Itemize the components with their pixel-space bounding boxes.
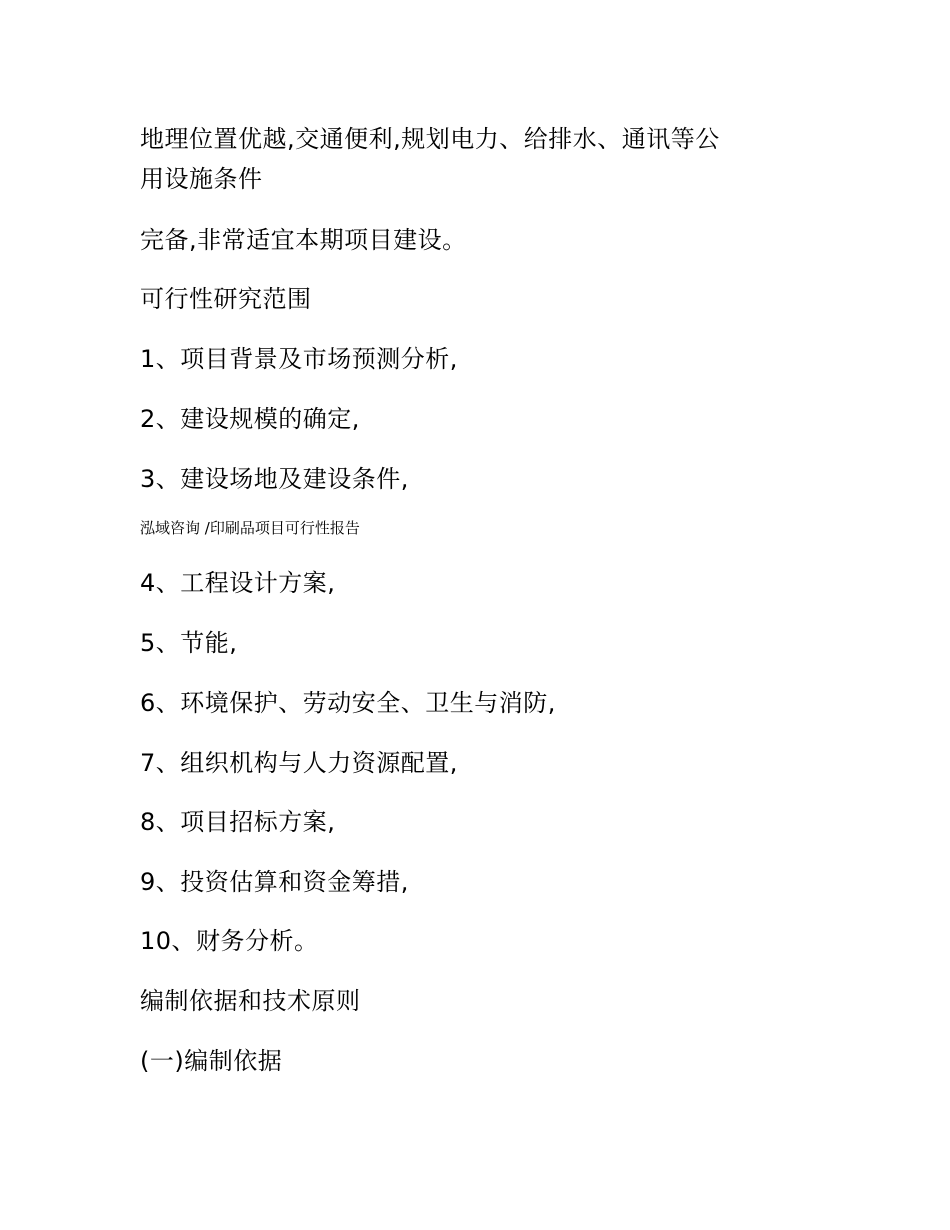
text-line-facilities: 用设施条件 bbox=[140, 165, 263, 193]
list-item-5: 5、节能, bbox=[140, 629, 238, 657]
list-item-4: 4、工程设计方案, bbox=[140, 569, 336, 597]
list-item-10: 10、财务分析。 bbox=[140, 927, 319, 955]
running-header: 泓域咨询 /印刷品项目可行性报告 bbox=[140, 519, 360, 537]
section-heading-basis: 编制依据和技术原则 bbox=[140, 987, 361, 1015]
list-item-6: 6、环境保护、劳动安全、卫生与消防, bbox=[140, 689, 556, 717]
text-line-suitable: 完备,非常适宜本期项目建设。 bbox=[140, 226, 467, 254]
text-line-location: 地理位置优越,交通便利,规划电力、给排水、通讯等公 bbox=[140, 125, 720, 153]
list-item-2: 2、建设规模的确定, bbox=[140, 405, 360, 433]
subsection-heading-basis: (一)编制依据 bbox=[140, 1047, 283, 1075]
list-item-1: 1、项目背景及市场预测分析, bbox=[140, 345, 458, 373]
list-item-9: 9、投资估算和资金筹措, bbox=[140, 868, 409, 896]
list-item-3: 3、建设场地及建设条件, bbox=[140, 465, 409, 493]
list-item-8: 8、项目招标方案, bbox=[140, 808, 336, 836]
list-item-7: 7、组织机构与人力资源配置, bbox=[140, 749, 458, 777]
section-heading-scope: 可行性研究范围 bbox=[140, 285, 312, 313]
